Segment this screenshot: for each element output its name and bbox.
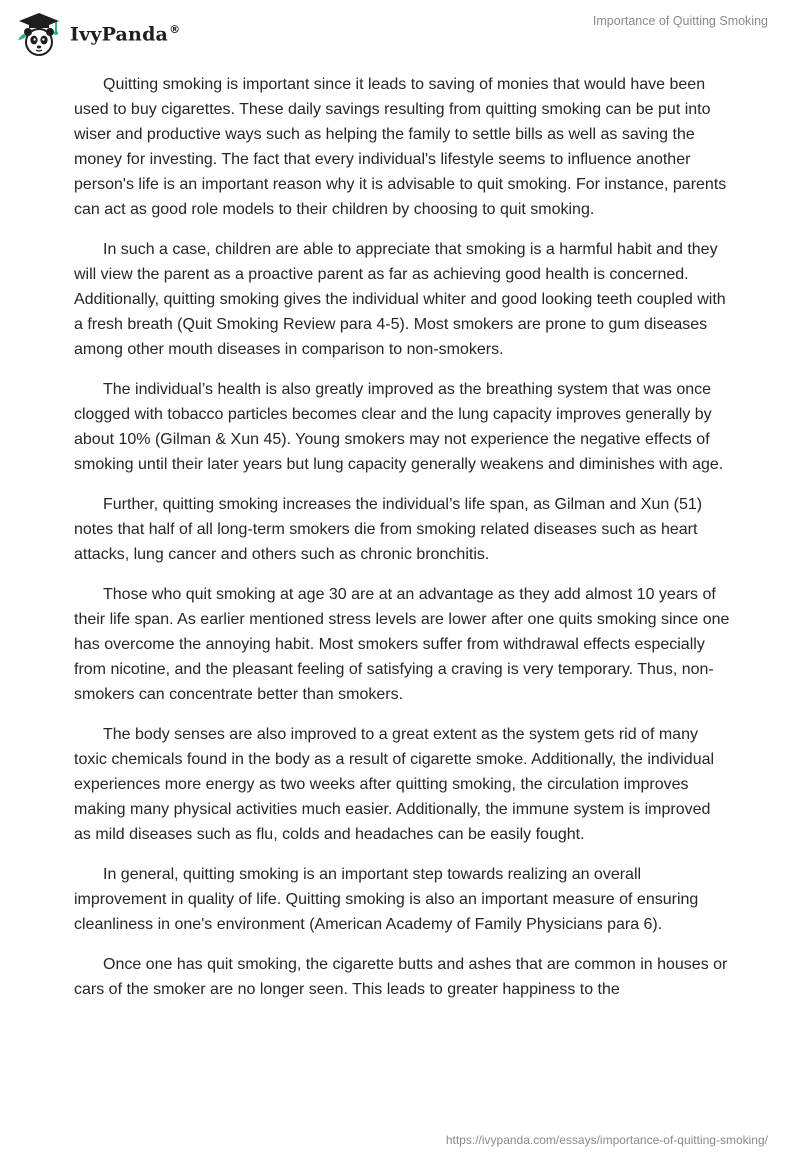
source-url[interactable]: https://ivypanda.com/essays/importance-of-quitting-smoking/	[445, 1133, 768, 1147]
essay-paragraph: In general, quitting smoking is an important step towards realizing an overall improvement in quality of life. Quitting smoking is also an important measure of ensuring cleanliness in one's environment (American Academy of Family Physicians para 6).	[74, 866, 699, 933]
brand-logo[interactable]	[14, 10, 180, 60]
page-header	[0, 0, 800, 64]
essay-paragraph: Once one has quit smoking, the cigarette butts and ashes that are common in houses or cars of the smoker are no longer seen. This leads to greater happiness to the	[74, 956, 728, 998]
essay-body	[74, 72, 730, 1017]
essay-paragraph: In such a case, children are able to appreciate that smoking is a harmful habit and they will view the parent as a proactive parent as far as achieving good health is concerned. Additionally, quitting smoking gives the individual whiter and good looking teeth coupled with a fresh breath (Quit Smoking Review para 4-5). Most smokers are prone to gum diseases among other mouth diseases in comparison to non-smokers.	[74, 241, 726, 358]
brand-name-text: IvyPanda	[70, 23, 169, 46]
essay-paragraph: Further, quitting smoking increases the individual’s life span, as Gilman and Xun (51) notes that half of all long-term smokers die from smoking related diseases such as heart attacks, lung cancer and others such as chronic bronchitis.	[74, 496, 703, 563]
panda-graduate-logo-icon	[14, 10, 64, 60]
document-title: Importance of Quitting Smoking	[592, 14, 768, 28]
essay-paragraph: The body senses are also improved to a great extent as the system gets rid of many toxic chemicals found in the body as a result of cigarette smoke. Additionally, the individual experiences more energy as two weeks after quitting smoking, the circulation improves making many physical activities much easier. Additionally, the immune system is improved as mild diseases such as flu, colds and headaches can be easily fought.	[74, 726, 715, 843]
essay-paragraph: Quitting smoking is important since it leads to saving of monies that would have been used to buy cigarettes. These daily savings resulting from quitting smoking can be put into wiser and productive ways such as helping the family to settle bills as well as saving the money for investing. The fact that every individual's lifestyle seems to influence another person's life is an important reason why it is advisable to quit smoking. For instance, parents can act as good role models to their children by choosing to quit smoking.	[74, 76, 727, 218]
essay-paragraph: The individual’s health is also greatly improved as the breathing system that was once clogged with tobacco particles becomes clear and the lung capacity improves generally by about 10% (Gilman & Xun 45). Young smokers may not experience the negative effects of smoking until their later years but lung capacity generally weakens and diminishes with age.	[74, 381, 724, 473]
brand-name	[70, 23, 180, 45]
essay-paragraph: Those who quit smoking at age 30 are at an advantage as they add almost 10 years of their life span. As earlier mentioned stress levels are lower after one quits smoking since one has overcome the annoying habit. Most smokers suffer from withdrawal effects especially from nicotine, and the pleasant feeling of satisfying a craving is very temporary. Thus, non-smokers can concentrate better than smokers.	[74, 586, 730, 703]
brand-registered-mark: ®	[169, 22, 181, 36]
